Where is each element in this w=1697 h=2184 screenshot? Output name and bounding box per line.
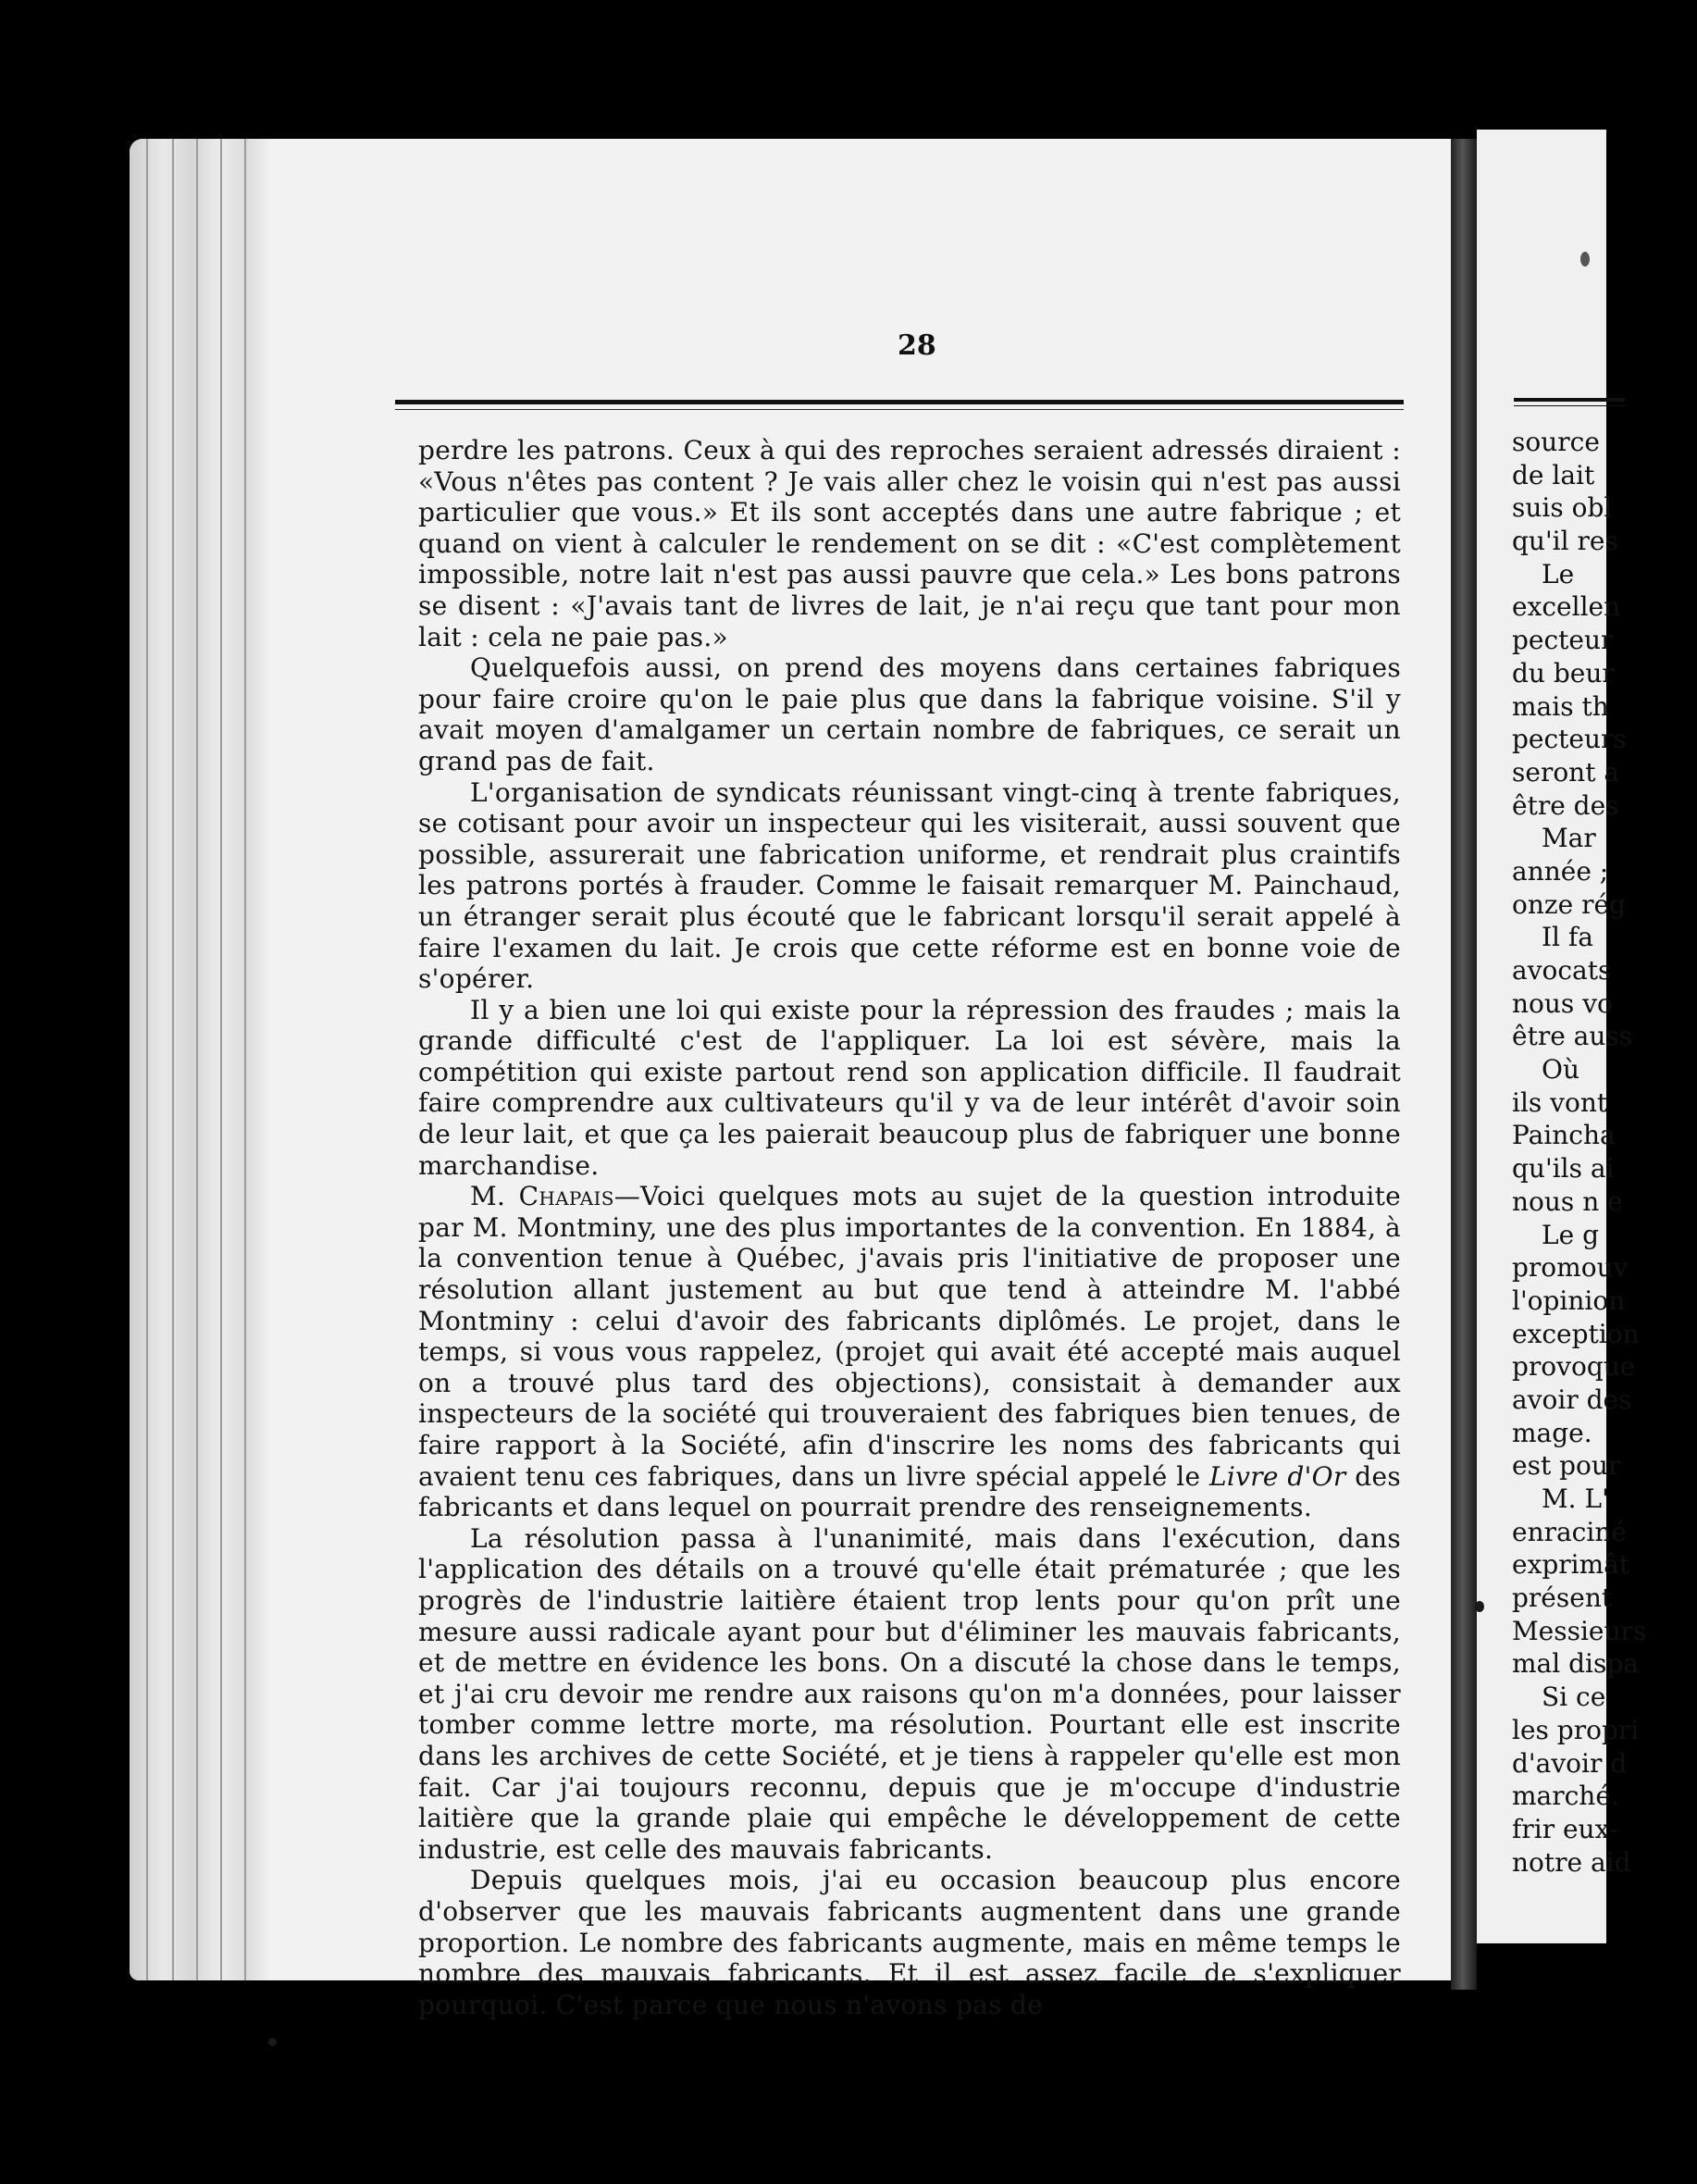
facing-page-line: nous n e: [1512, 1185, 1623, 1217]
facing-page-rule: [1514, 398, 1625, 402]
facing-page-line: qu'il res: [1512, 526, 1618, 557]
facing-page-rule-thin: [1514, 405, 1625, 406]
facing-page-line: Mar: [1542, 823, 1596, 854]
scan-speck: [1475, 1601, 1484, 1612]
facing-page-line: est pour: [1512, 1450, 1621, 1482]
facing-page-line: qu'ils ai: [1512, 1153, 1615, 1185]
facing-page-line: de lait: [1512, 459, 1595, 490]
facing-page-line: suis obl: [1512, 492, 1613, 524]
body-text: [418, 435, 1401, 2020]
facing-page-line: être auss: [1512, 1021, 1633, 1052]
facing-page-line: les propri: [1512, 1714, 1640, 1745]
facing-page: [1477, 130, 1647, 1943]
scan-speck: [268, 2038, 277, 2046]
facing-page-line: année ;: [1512, 855, 1609, 887]
facing-page-line: provoque: [1512, 1351, 1636, 1383]
facing-page-line: Où: [1542, 1054, 1579, 1086]
facing-page-line: présent: [1512, 1582, 1613, 1614]
facing-page-line: ils vont: [1512, 1086, 1608, 1118]
book-title: Livre d'Or: [1208, 1460, 1346, 1492]
paragraph-speaker: [418, 1181, 1401, 1523]
facing-page-line: pecteur: [1512, 625, 1614, 656]
facing-page-line: onze rég: [1512, 888, 1626, 920]
paragraph: perdre les patrons. Ceux à qui des reproches seraient adressés diraient : «Vous n'êtes pas content ? Je vais aller chez le voisin qui n'est pas aussi particulier que vous.» Et ils sont acceptés dans une autre fabrique ; et quand on vient à calculer le rendement on se dit : «C'est complètement impossible, notre lait n'est pas aussi pauvre que cela.» Les bons patrons se disent : «J'avais tant de livres de lait, je n'ai reçu que tant pour mon lait : cela ne paie pas.»: [418, 435, 1401, 652]
page-edges: [130, 139, 268, 1980]
facing-page-line: notre aid: [1512, 1846, 1631, 1878]
facing-page-line: marché.: [1512, 1781, 1619, 1812]
facing-page-line: seront a: [1512, 756, 1620, 788]
facing-page-line: pecteurs: [1512, 724, 1627, 755]
facing-page-text: [1512, 426, 1697, 1879]
facing-page-line: mal dispa: [1512, 1648, 1639, 1680]
scan-speck: [1580, 252, 1590, 267]
facing-page-line: Le: [1542, 558, 1575, 589]
book-gutter: [1451, 139, 1477, 1990]
facing-page-line: promouv: [1512, 1252, 1629, 1284]
facing-page-line: Paincha: [1512, 1120, 1616, 1151]
facing-page-line: être des: [1512, 789, 1619, 821]
header-rule: [395, 400, 1404, 404]
facing-page-line: Le g: [1542, 1219, 1599, 1250]
facing-page-line: excellen: [1512, 591, 1621, 623]
facing-page-line: M. L': [1542, 1483, 1609, 1514]
facing-page-line: exprimât: [1512, 1549, 1630, 1581]
paragraph: Quelquefois aussi, on prend des moyens dans certaines fabriques pour faire croire qu'on le paie plus que dans la fabrique voisine. S'il y avait moyen d'amalgamer un certain nombre de fabriques, ce serait un grand pas de fait.: [418, 652, 1401, 776]
paragraph: La résolution passa à l'unanimité, mais dans l'exécution, dans l'application des détails on a trouvé qu'elle était prématurée ; que les progrès de l'industrie laitière étaient trop lents pour qu'on prît une mesure aussi radicale ayant pour but d'éliminer les mauvais fabricants, et de mettre en évidence les bons. On a discuté la chose dans le temps, et j'ai cru devoir me rendre aux raisons qu'on m'a données, pour laisser tomber comme lettre morte, ma résolution. Pourtant elle est inscrite dans les archives de cette Société, et je tiens à rappeler qu'elle est mon fait. Car j'ai toujours reconnu, depuis que je m'occupe d'industrie laitière que la grande plaie qui empêche le développement de cette industrie, est celle des mauvais fabricants.: [418, 1522, 1401, 1865]
facing-page-line: avocats: [1512, 955, 1612, 986]
facing-page-line: enraciné: [1512, 1516, 1627, 1547]
header-rule-thin: [395, 409, 1404, 410]
facing-page-line: l'opinion: [1512, 1284, 1626, 1316]
facing-page-line: Si ce: [1542, 1681, 1606, 1713]
facing-page-line: mage.: [1512, 1417, 1592, 1448]
facing-page-line: source: [1512, 427, 1600, 457]
facing-page-line: exception: [1512, 1318, 1640, 1349]
facing-page-line: Il fa: [1542, 922, 1593, 953]
speaker-text: —Voici quelques mots au sujet de la question introduite par M. Montminy, une des plus importantes de la convention. En 1884, à la convention tenue à Québec, j'avais pris l'initiative de proposer une résolution allant justement au but que tend à atteindre M. l'abbé Montminy : celui d'avoir des fabricants diplômés. Le projet, dans le temps, si vous vous rappelez, (projet qui avait été accepté mais auquel on a trouvé plus tard des objections), consistait à demander aux inspecteurs de la société qui trouveraient des fabriques bien tenues, de faire rapport à la Société, afin d'inscrire les noms des fabricants qui avaient tenu ces fabriques, dans un livre spécial appelé le: [418, 1181, 1401, 1492]
facing-page-line: Messieurs: [1512, 1615, 1647, 1646]
facing-page-line: mais th: [1512, 690, 1609, 722]
speaker-name: M. Chapais: [470, 1181, 614, 1212]
facing-page-line: du beur: [1512, 657, 1615, 689]
paragraph: Il y a bien une loi qui existe pour la répression des fraudes ; mais la grande difficulté c'est de l'appliquer. La loi est sévère, mais la compétition qui existe partout rend son application difficile. Il faudrait faire comprendre aux cultivateurs qu'il y va de leur intérêt d'avoir soin de leur lait, et que ça les paierait beaucoup plus de fabriquer une bonne marchandise.: [418, 994, 1401, 1181]
facing-page-line: nous vo: [1512, 987, 1613, 1019]
paragraph: Depuis quelques mois, j'ai eu occasion beaucoup plus encore d'observer que les mauvais fabricants augmentent dans une grande proportion. Le nombre des fabricants augmente, mais en même temps le nombre des mauvais fabricants. Et il est assez facile de s'expliquer pourquoi. C'est parce que nous n'avons pas de: [418, 1865, 1401, 2020]
page-number: 28: [898, 329, 936, 362]
facing-page-line: d'avoir d: [1512, 1747, 1628, 1779]
speaker-text-continued: des fabricants et dans lequel on pourrait prendre des renseignements.: [418, 1460, 1401, 1523]
facing-page-line: frir eux-: [1512, 1813, 1618, 1844]
paragraph: L'organisation de syndicats réunissant vingt-cinq à trente fabriques, se cotisant pour avoir un inspecteur qui les visiterait, aussi souvent que possible, assurerait une fabrication uniforme, et rendrait plus craintifs les patrons portés à frauder. Comme le faisait remarquer M. Painchaud, un étranger serait plus écouté que le fabricant lorsqu'il serait appelé à faire l'examen du lait. Je crois que cette réforme est en bonne voie de s'opérer.: [418, 776, 1401, 995]
facing-page-line: avoir des: [1512, 1384, 1632, 1415]
